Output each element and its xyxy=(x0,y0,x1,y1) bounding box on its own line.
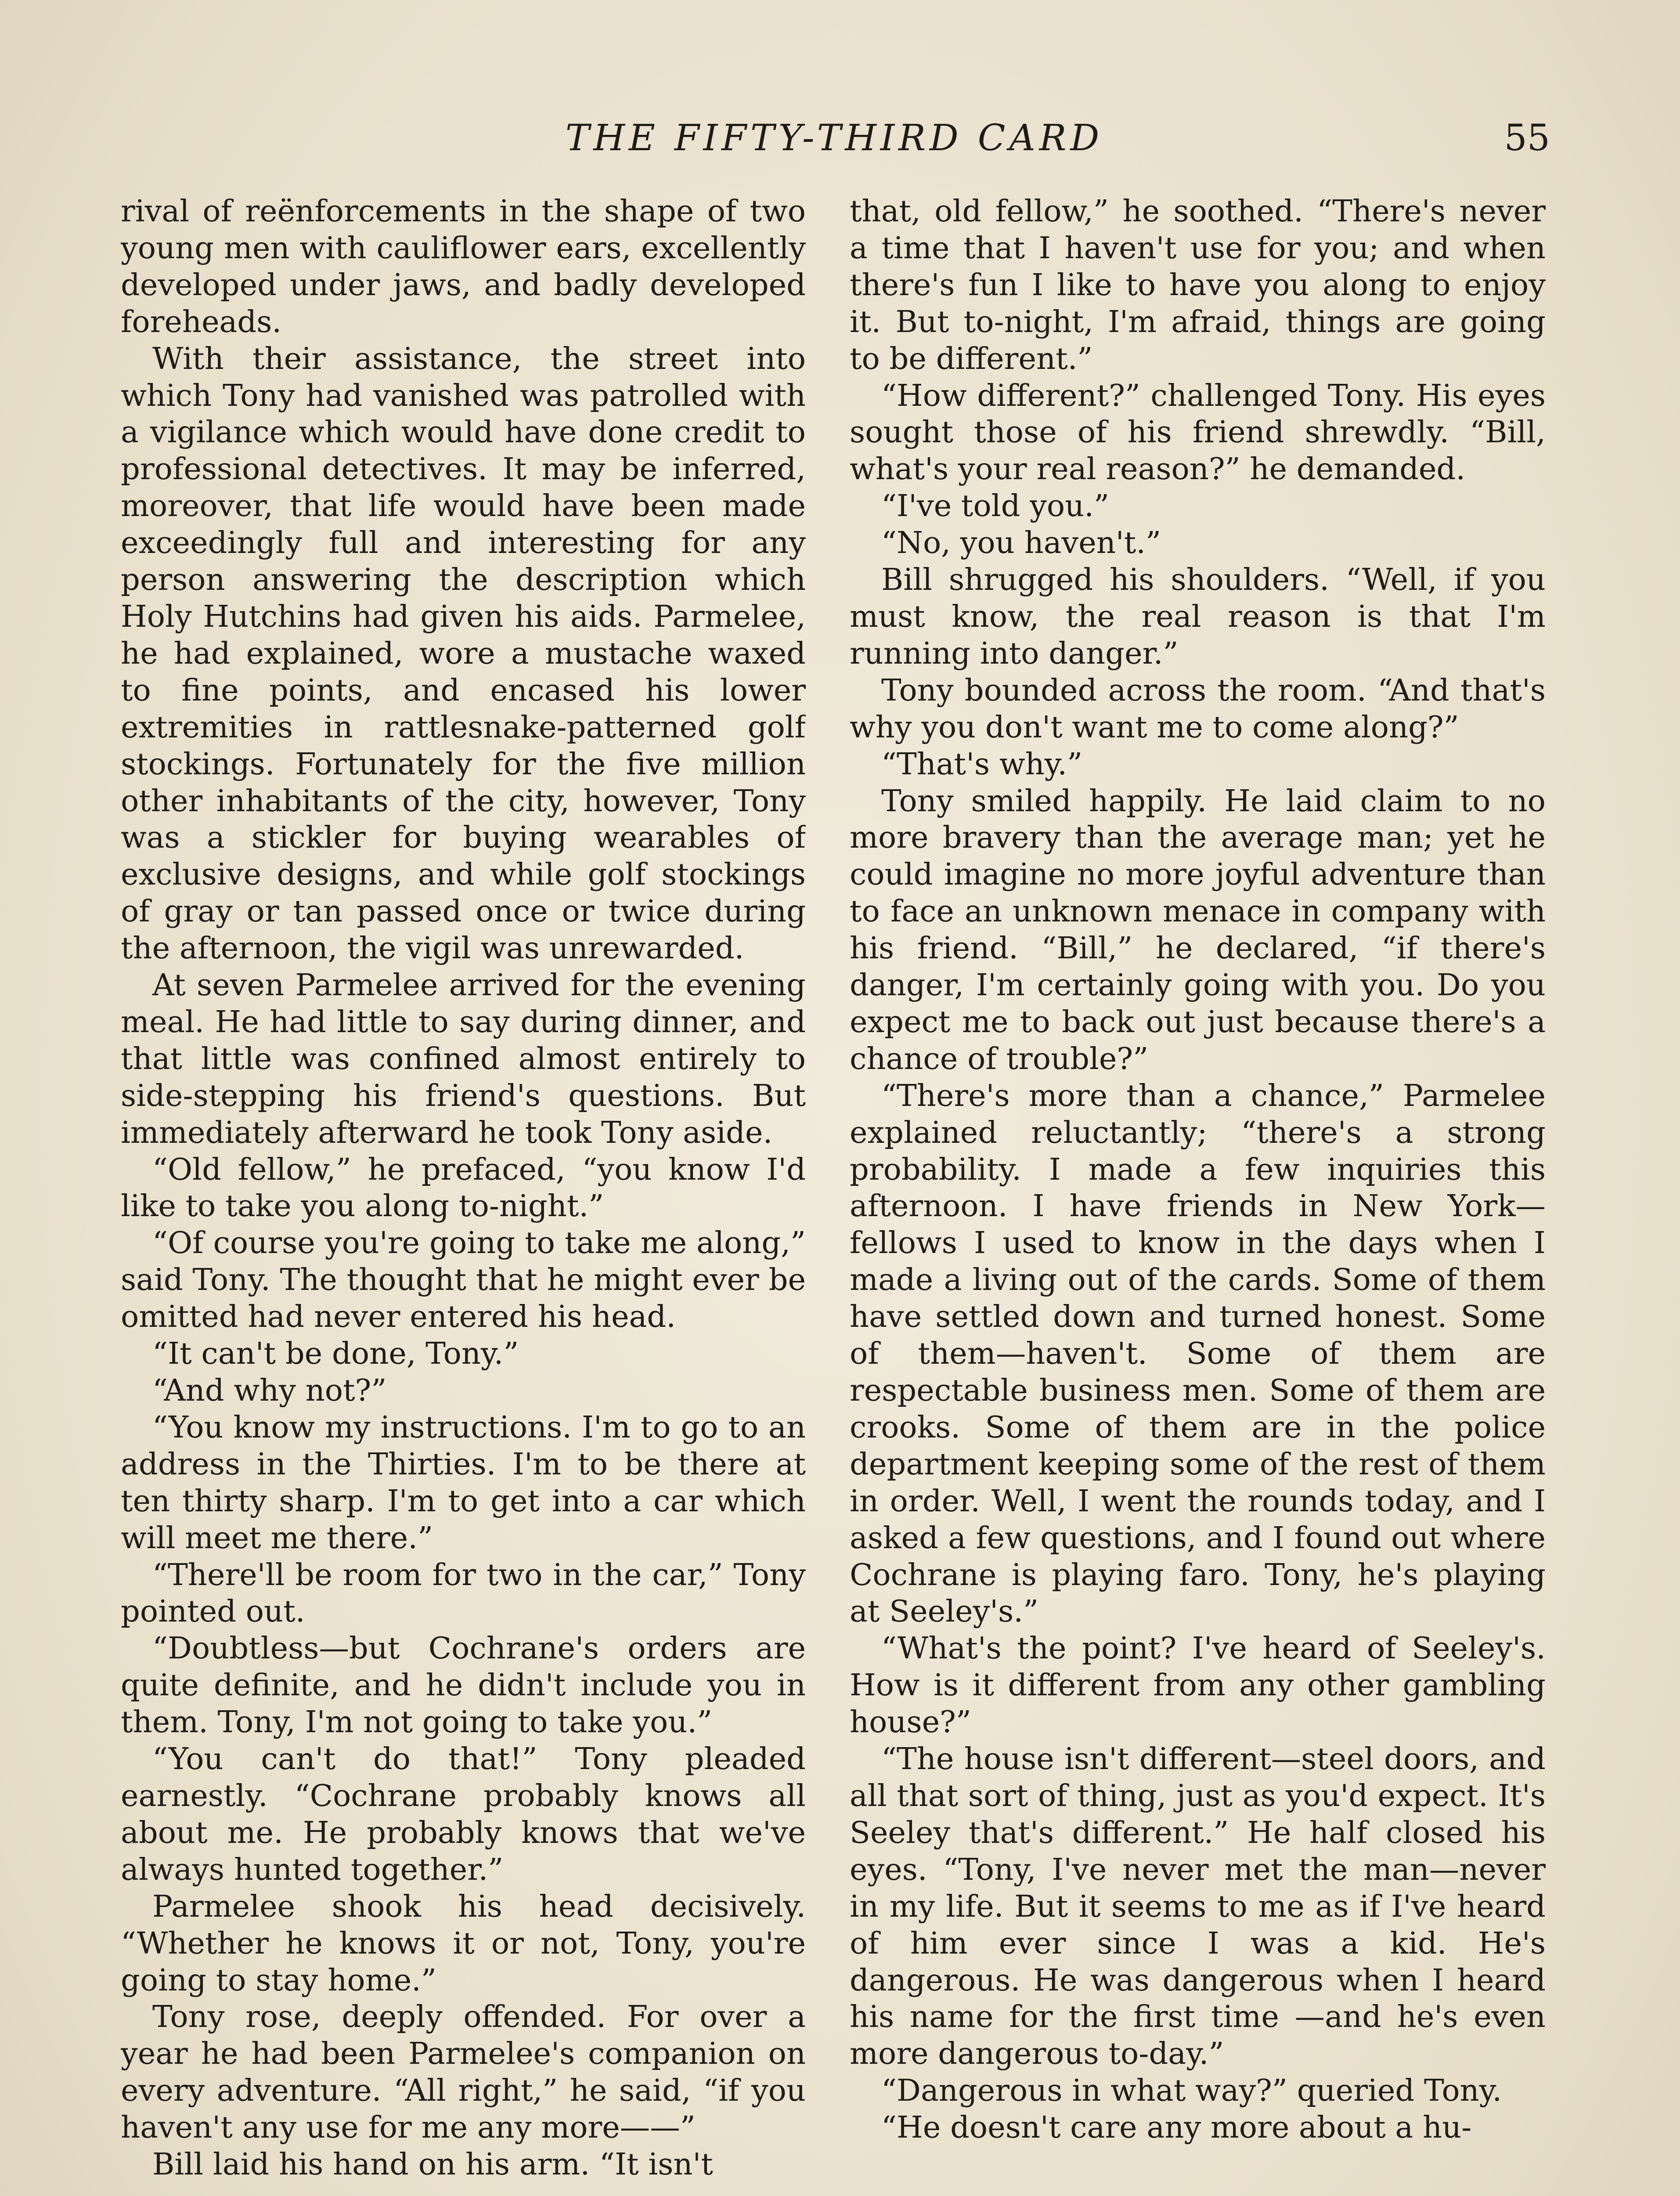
paragraph: “Old fellow,” he prefaced, “you know I'd like to take you along to-night.” xyxy=(121,1152,806,1224)
paragraph: “You know my instructions. I'm to go to an address in the Thirties. I'm to be there at ten thirty sharp. I'm to get into a car which will meet me there.” xyxy=(121,1409,806,1556)
paragraph: “I've told you.” xyxy=(881,488,1110,524)
paragraph: “He doesn't care any more about a hu- xyxy=(881,2110,1472,2145)
page-header xyxy=(119,110,1550,167)
paragraph: Parmelee shook his head decisively. “Whether he knows it or not, Tony, you're going to stay home.” xyxy=(121,1889,806,1998)
paragraph: Bill laid his hand on his arm. “It isn't xyxy=(152,2147,713,2182)
left-column xyxy=(121,193,806,2196)
right-column xyxy=(850,193,1546,2196)
paragraph: “There'll be room for two in the car,” Tony pointed out. xyxy=(121,1557,806,1629)
paragraph: “That's why.” xyxy=(881,746,1083,782)
paragraph: that, old fellow,” he soothed. “There's never a time that I haven't use for you; and when there's fun I like to have you along to enjoy it. But to-night, I'm afraid, things are going to be different.” xyxy=(850,194,1546,376)
paragraph: “There's more than a chance,” Parmelee explained reluctantly; “there's a strong probability. I made a few inquiries this afternoon. I have friends in New York—fellows I used to know in the days when I made a living out of the cards. Some of them have settled down and turned honest. Some of them—haven't. Some of them are respectable business men. Some of them are crooks. Some of them are in the police department keeping some of the rest of them in order. Well, I went the rounds today, and I asked a few questions, and I found out where Cochrane is playing faro. Tony, he's playing at Seeley's.” xyxy=(850,1078,1546,1629)
paragraph: “And why not?” xyxy=(152,1373,387,1408)
paragraph: “It can't be done, Tony.” xyxy=(152,1336,519,1372)
paragraph: Tony rose, deeply offended. For over a year he had been Parmelee's companion on every adventure. “All right,” he said, “if you haven't any use for me any more——” xyxy=(121,1999,806,2145)
paragraph: At seven Parmelee arrived for the evening meal. He had little to say during dinner, and that little was confined almost entirely to side-stepping his friend's questions. But immediately afterward he took Tony aside. xyxy=(121,968,806,1150)
paragraph: “No, you haven't.” xyxy=(881,525,1161,561)
paragraph: Bill shrugged his shoulders. “Well, if you must know, the real reason is that I'm running into danger.” xyxy=(850,562,1546,671)
page-number: 55 xyxy=(1504,117,1550,159)
paragraph: “The house isn't different—steel doors, and all that sort of thing, just as you'd expect. It's Seeley that's different.” He half closed his eyes. “Tony, I've never met the man—never in my life. But it seems to me as if I've heard of him ever since I was a kid. He's dangerous. He was dangerous when I heard his name for the first time —and he's even more dangerous to-day.” xyxy=(850,1741,1546,2072)
paragraph: Tony bounded across the room. “And that's why you don't want me to come along?” xyxy=(850,672,1546,745)
paragraph: “Doubtless—but Cochrane's orders are quite definite, and he didn't include you in them. Tony, I'm not going to take you.” xyxy=(121,1631,806,1740)
paragraph: Tony smiled happily. He laid claim to no more bravery than the average man; yet he could imagine no more joyful adventure than to face an unknown menace in company with his friend. “Bill,” he declared, “if there's danger, I'm certainly going with you. Do you expect me to back out just because there's a chance of trouble?” xyxy=(850,783,1546,1076)
paragraph: “Dangerous in what way?” queried Tony. xyxy=(881,2073,1502,2109)
paragraph: rival of reënforcements in the shape of two young men with cauliflower ears, excellently developed under jaws, and badly developed foreheads. xyxy=(121,194,806,340)
running-title: THE FIFTY-THIRD CARD xyxy=(565,117,1103,159)
paragraph: “What's the point? I've heard of Seeley's. How is it different from any other gambling house?” xyxy=(850,1631,1546,1740)
paragraph: “You can't do that!” Tony pleaded earnestly. “Cochrane probably knows all about me. He probably knows that we've always hunted together.” xyxy=(121,1741,806,1887)
paragraph: With their assistance, the street into which Tony had vanished was patrolled with a vigilance which would have done credit to professional detectives. It may be inferred, moreover, that life would have been made exceedingly full and interesting for any person answering the description which Holy Hutchins had given his aids. Parmelee, he had explained, wore a mustache waxed to fine points, and encased his lower extremities in rattlesnake-patterned golf stockings. Fortunately for the five million other inhabitants of the city, however, Tony was a stickler for buying wearables of exclusive designs, and while golf stockings of gray or tan passed once or twice during the afternoon, the vigil was unrewarded. xyxy=(121,341,806,966)
paragraph: “Of course you're going to take me along,” said Tony. The thought that he might ever be omitted had never entered his head. xyxy=(121,1225,806,1335)
paragraph: “How different?” challenged Tony. His eyes sought those of his friend shrewdly. “Bill, what's your real reason?” he demanded. xyxy=(850,378,1546,487)
